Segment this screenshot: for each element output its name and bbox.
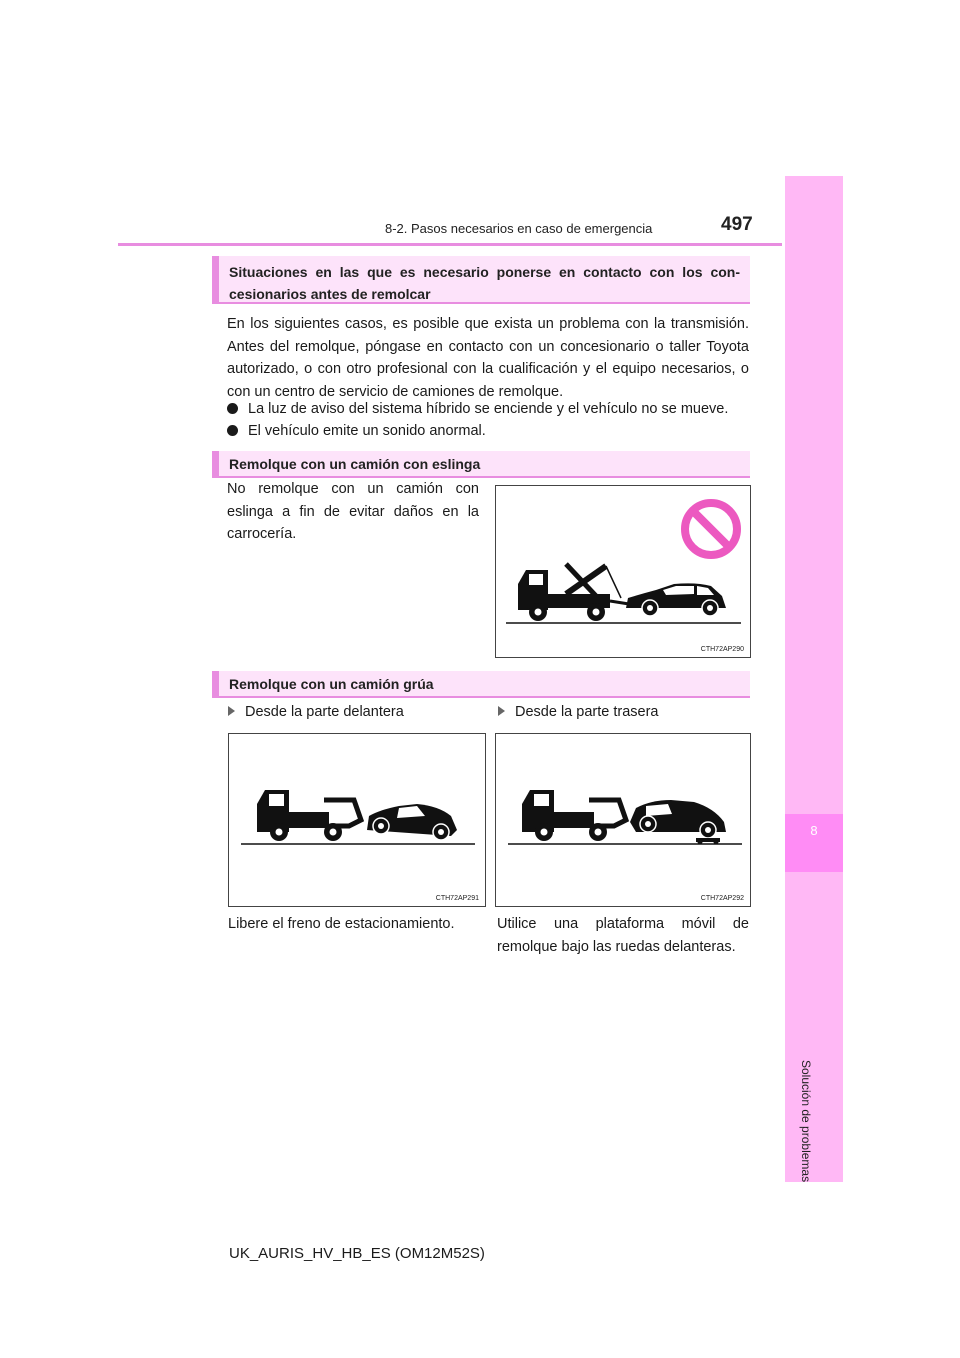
section-heading-line2: cesionarios antes de remolcar (229, 286, 431, 302)
chapter-title: Solución de problemas (799, 1060, 813, 1183)
section-body-contact-dealer: En los siguientes casos, es posible que exista un problema con la transmisión. Antes del remolque, póngase en contacto con un concesionario o taller Toyota autorizado, o con otro profesional con la cualificación y el equipo necesarios, o con un centro de servicio de camiones de remolque. (227, 316, 749, 400)
section-heading-sling-truck: Remolque con un camión con eslinga (212, 451, 750, 478)
bullet-item (227, 420, 757, 442)
sub-label-front (228, 704, 404, 720)
prohibited-icon (685, 503, 737, 555)
figure-sling-truck (495, 485, 751, 658)
chapter-title-vertical (799, 880, 817, 1183)
section-body-sling-truck: No remolque con un camión con eslinga a fin de evitar daños en la carrocería. (227, 481, 479, 542)
figure-code: CTH72AP291 (435, 895, 479, 902)
sling-truck-illustration (496, 486, 750, 657)
bullet-text: La luz de aviso del sistema híbrido se enciende y el vehículo no se mueve. (248, 401, 729, 417)
figure-tow-front (228, 733, 486, 907)
page-number: 497 (721, 214, 753, 235)
bullet-icon (227, 425, 238, 436)
figure-code: CTH72AP290 (700, 646, 744, 653)
triangle-bullet-icon (498, 706, 505, 716)
section-heading-wheel-lift-truck: Remolque con un camión grúa (212, 671, 750, 698)
section-heading-contact-dealer (212, 256, 750, 304)
tow-front-illustration (229, 734, 485, 906)
caption-rear: Utilice una plataforma móvil de remolque bajo las ruedas delanteras. (497, 916, 749, 955)
running-header-section: 8-2. Pasos necesarios en caso de emergencia (385, 221, 653, 236)
sub-label-rear (498, 704, 658, 720)
triangle-bullet-icon (228, 706, 235, 716)
bullet-text: El vehículo emite un sonido anormal. (248, 423, 486, 439)
sub-label-front-text: Desde la parte delantera (245, 704, 404, 720)
tow-rear-illustration (496, 734, 750, 906)
chapter-number: 8 (810, 823, 818, 838)
caption-front: Libere el freno de estacionamiento. (228, 916, 455, 932)
bullet-item (227, 398, 757, 420)
document-id-footer: UK_AURIS_HV_HB_ES (OM12M52S) (229, 1245, 485, 1262)
figure-code: CTH72AP292 (700, 895, 744, 902)
header-divider (118, 243, 782, 246)
sub-label-rear-text: Desde la parte trasera (515, 704, 659, 720)
figure-tow-rear (495, 733, 751, 907)
bullet-icon (227, 403, 238, 414)
section-heading-line1: Situaciones en las que es necesario ponerse en contacto con los con- (229, 264, 740, 280)
